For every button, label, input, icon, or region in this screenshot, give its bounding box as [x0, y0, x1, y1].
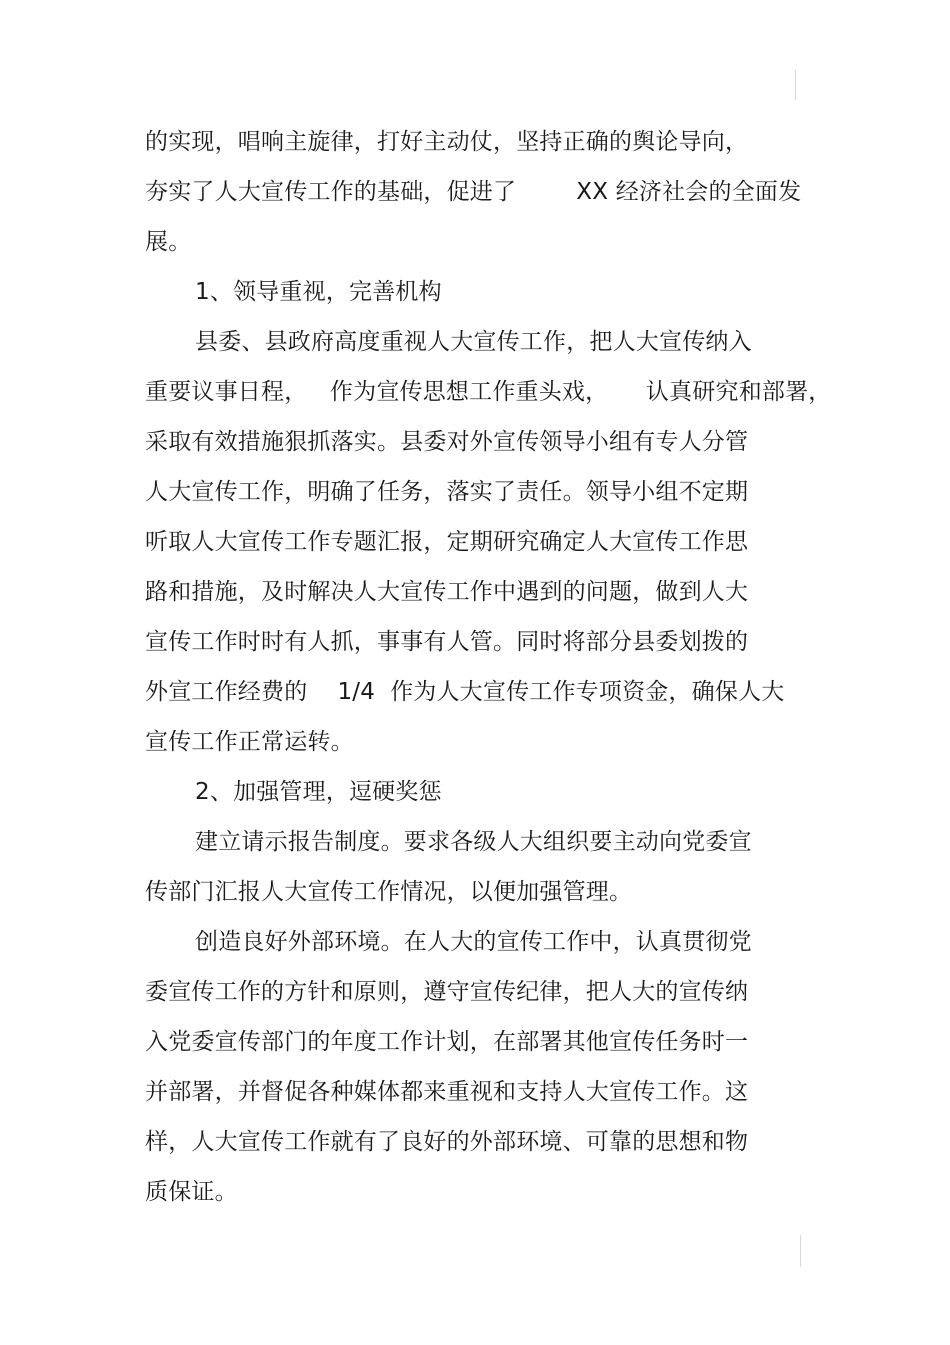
body-line: 委宣传工作的方针和原则，遵守宣传纪律，把人大的宣传纳 [145, 979, 749, 1005]
body-line: 宣传工作正常运转。 [145, 729, 354, 755]
body-line: 传部门汇报人大宣传工作情况，以便加强管理。 [145, 879, 633, 905]
body-line: 样，人大宣传工作就有了良好的外部环境、可靠的思想和物 [145, 1129, 749, 1155]
body-line: 入党委宣传部门的年度工作计划，在部署其他宣传任务时一 [145, 1029, 749, 1055]
bottom-right-crop-mark [800, 1235, 801, 1267]
body-line: 县委、县政府高度重视人大宣传工作，把人大宣传纳入 [195, 329, 752, 355]
section-heading-1: 1、领导重视，完善机构 [195, 279, 442, 305]
body-line: 重要议事日程， 作为宣传思想工作重头戏， 认真研究和部署， [145, 379, 832, 405]
body-line: 路和措施，及时解决人大宣传工作中遇到的问题，做到人大 [145, 579, 749, 605]
body-line: 宣传工作时时有人抓，事事有人管。同时将部分县委划拨的 [145, 629, 749, 655]
body-line: 建立请示报告制度。要求各级人大组织要主动向党委宣 [195, 829, 752, 855]
section-heading-2: 2、加强管理，逗硬奖惩 [195, 779, 442, 805]
body-line: 外宣工作经费的 1/4 作为人大宣传工作专项资金，确保人大 [145, 679, 785, 705]
body-line: 展。 [145, 229, 192, 255]
body-line: 质保证。 [145, 1179, 238, 1205]
body-line: 的实现，唱响主旋律，打好主动仗，坚持正确的舆论导向， [145, 129, 749, 155]
top-right-crop-mark [795, 70, 796, 100]
body-line: 创造良好外部环境。在人大的宣传工作中，认真贯彻党 [195, 929, 752, 955]
body-line: 采取有效措施狠抓落实。县委对外宣传领导小组有专人分管 [145, 429, 749, 455]
body-line: 听取人大宣传工作专题汇报，定期研究确定人大宣传工作思 [145, 529, 749, 555]
body-line: 夯实了人大宣传工作的基础，促进了 XX 经济社会的全面发 [145, 179, 802, 205]
body-line: 人大宣传工作，明确了任务，落实了责任。领导小组不定期 [145, 479, 749, 505]
body-line: 并部署，并督促各种媒体都来重视和支持人大宣传工作。这 [145, 1079, 749, 1105]
